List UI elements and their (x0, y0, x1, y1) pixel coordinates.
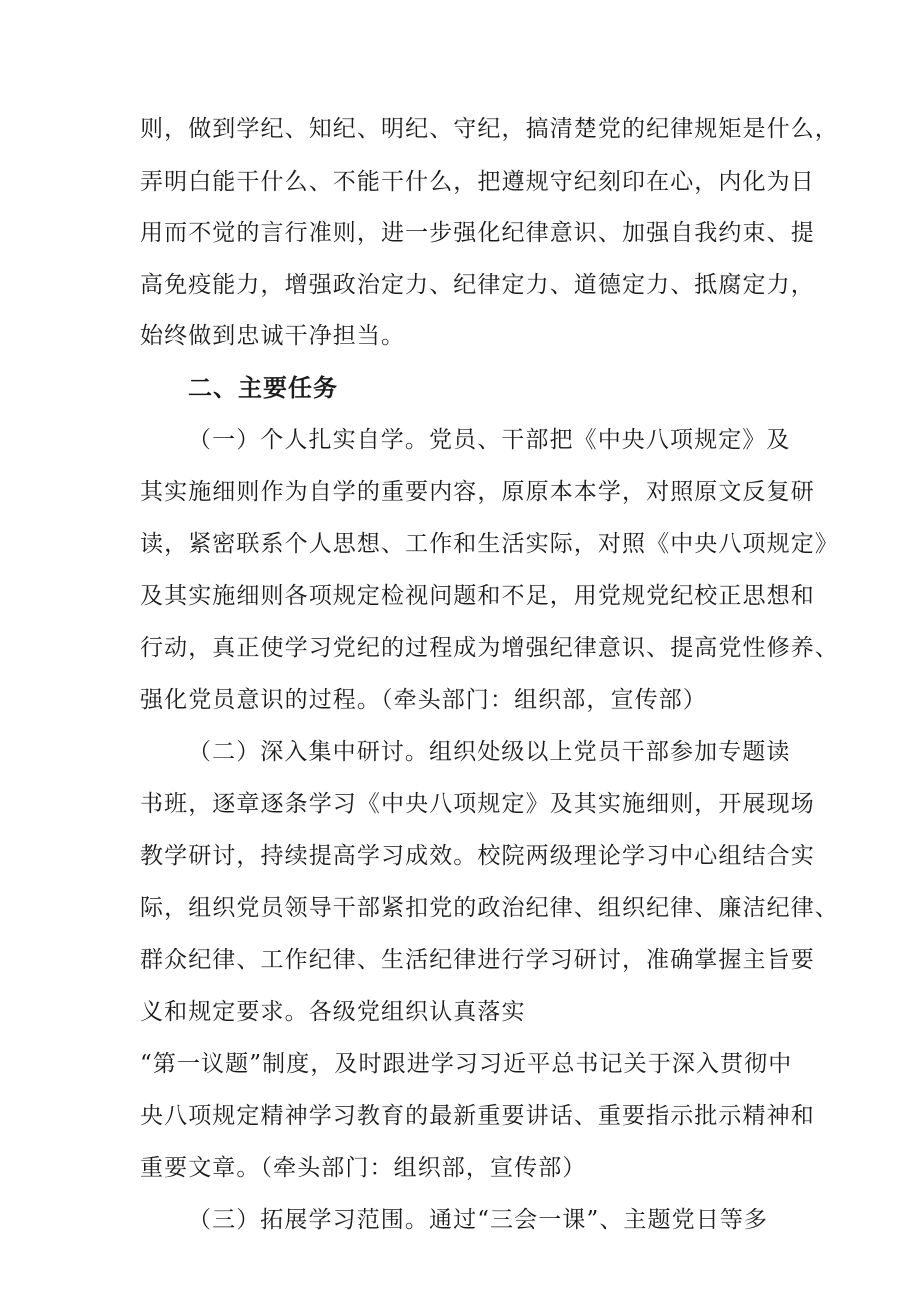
paragraph-line: 强化党员意识的过程。（牵头部门：组织部，宣传部） (140, 687, 707, 713)
paragraph-line: 读，紧密联系个人思想、工作和生活实际，对照《中央八项规定》 (140, 531, 839, 557)
section-heading: 二、主要任务 (188, 374, 338, 402)
paragraph-line: 及其实施细则各项规定检视问题和不足，用党规党纪校正思想和 (140, 583, 815, 609)
paragraph-line: “第一议题”制度，及时跟进学习习近平总书记关于深入贯彻中 (140, 1051, 793, 1077)
paragraph-line: （三）拓展学习范围。通过“三会一课”、主题党日等多 (188, 1207, 769, 1233)
paragraph-line: 高免疫能力，增强政治定力、纪律定力、道德定力、抵腐定力， (140, 272, 815, 298)
paragraph-line: （二）深入集中研讨。组织处级以上党员干部参加专题读 (188, 739, 791, 765)
paragraph-line: 重要文章。（牵头部门：组织部，宣传部） (140, 1155, 587, 1181)
paragraph-line: 弄明白能干什么、不能干什么，把遵规守纪刻印在心，内化为日 (140, 169, 815, 195)
paragraph-line: 教学研讨，持续提高学习成效。校院两级理论学习中心组结合实 (140, 843, 815, 869)
paragraph-line: 用而不觉的言行准则，进一步强化纪律意识、加强自我约束、提 (140, 220, 815, 246)
paragraph-line: （一）个人扎实自学。党员、干部把《中央八项规定》及 (188, 427, 791, 453)
paragraph-line: 则，做到学纪、知纪、明纪、守纪，搞清楚党的纪律规矩是什么， (140, 116, 839, 142)
paragraph-line: 群众纪律、工作纪律、生活纪律进行学习研讨，准确掌握主旨要 (140, 947, 815, 973)
paragraph-line: 央八项规定精神学习教育的最新重要讲话、重要指示批示精神和 (140, 1103, 815, 1129)
paragraph-line: 义和规定要求。各级党组织认真落实 (140, 999, 526, 1025)
paragraph-line: 行动，真正使学习党纪的过程成为增强纪律意识、提高党性修养、 (140, 635, 839, 661)
paragraph-line: 际，组织党员领导干部紧扣党的政治纪律、组织纪律、廉洁纪律、 (140, 895, 839, 921)
paragraph-line: 始终做到忠诚干净担当。 (140, 323, 406, 349)
paragraph-line: 书班，逐章逐条学习《中央八项规定》及其实施细则，开展现场 (140, 791, 815, 817)
paragraph-line: 其实施细则作为自学的重要内容，原原本本学，对照原文反复研 (140, 479, 815, 505)
